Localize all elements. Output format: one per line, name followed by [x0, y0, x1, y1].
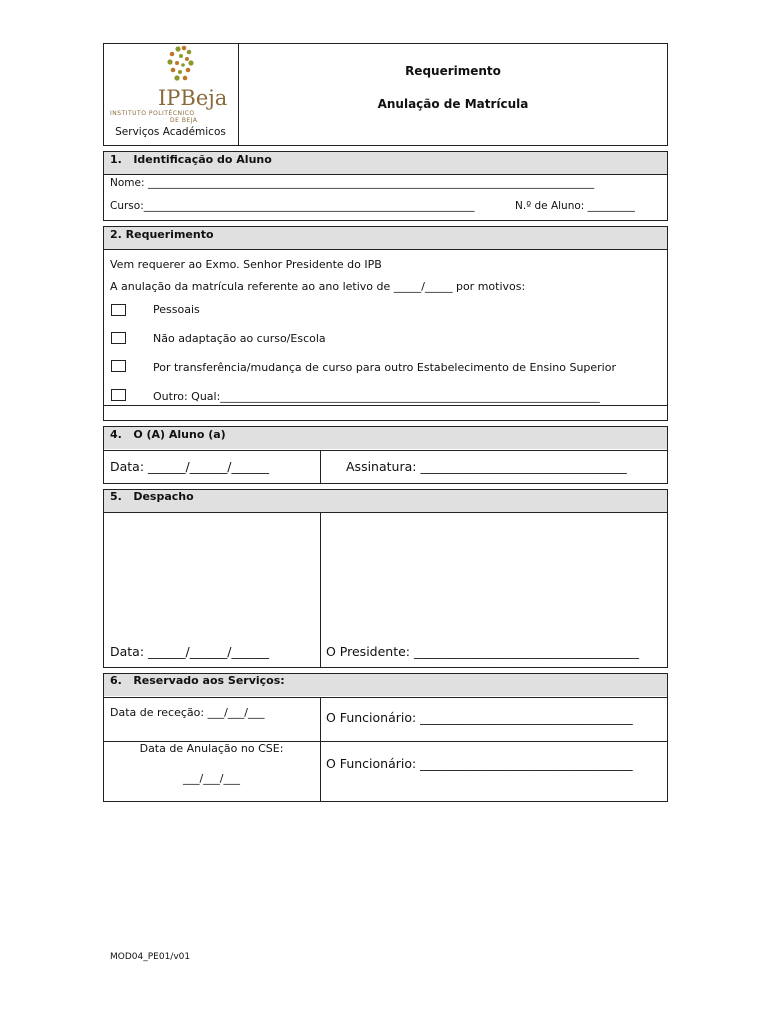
aluno-data-field[interactable]: Data: ______/______/______ — [110, 459, 269, 474]
curso-field[interactable]: Curso:_______________________________________________________________ — [110, 200, 475, 212]
section6-column-divider — [320, 697, 321, 802]
checkbox-outro[interactable] — [111, 389, 126, 401]
document-subtitle: Anulação de Matrícula — [377, 97, 529, 111]
logo-dots-icon — [158, 45, 218, 85]
logo-subtitle-2: DE BEJA — [170, 117, 198, 124]
funcionario2-field[interactable]: O Funcionário: __________________________________ — [326, 756, 633, 771]
presidente-field[interactable]: O Presidente: ____________________________________ — [326, 644, 639, 659]
logo-text: IPBeja — [158, 86, 228, 110]
data-anulacao-label: Data de Anulação no CSE: — [139, 742, 284, 755]
checkbox-nao-adaptacao[interactable] — [111, 332, 126, 344]
department-label: Serviços Académicos — [115, 126, 226, 138]
nome-field[interactable]: Nome: _____________________________________________________________________________________ — [110, 177, 595, 189]
section1-heading: 1. Identificação do Aluno — [110, 153, 272, 166]
numero-aluno-field[interactable]: N.º de Aluno: _________ — [515, 200, 635, 212]
section6-header-divider — [103, 697, 668, 698]
section2-header-divider — [103, 249, 668, 250]
section2-bottom-divider — [103, 405, 668, 406]
option-pessoais-label: Pessoais — [153, 303, 200, 316]
requerimento-line1: Vem requerer ao Exmo. Senhor Presidente do IPB — [110, 258, 382, 271]
section2-heading: 2. Requerimento — [110, 228, 214, 241]
section4-column-divider — [320, 450, 321, 484]
logo-subtitle-1: INSTITUTO POLITÉCNICO — [110, 110, 195, 117]
header-divider — [238, 43, 239, 146]
section4-header-divider — [103, 450, 668, 451]
option-transferencia-label: Por transferência/mudança de curso para outro Estabelecimento de Ensino Superior — [153, 361, 616, 374]
section5-heading: 5. Despacho — [110, 490, 194, 503]
data-rececao-field[interactable]: Data de receção: ___/___/___ — [110, 706, 265, 719]
checkbox-pessoais[interactable] — [111, 304, 126, 316]
data-anulacao-field[interactable]: ___/___/___ — [183, 772, 240, 785]
section5-header-divider — [103, 512, 668, 513]
requerimento-line2: A anulação da matrícula referente ao ano letivo de _____/_____ por motivos: — [110, 280, 526, 293]
section6-heading: 6. Reservado aos Serviços: — [110, 674, 285, 687]
document-title: Requerimento — [405, 64, 501, 78]
section4-heading: 4. O (A) Aluno (a) — [110, 428, 226, 441]
ipbeja-logo — [108, 45, 236, 123]
funcionario1-field[interactable]: O Funcionário: __________________________________ — [326, 710, 633, 725]
section5-column-divider — [320, 512, 321, 668]
form-code: MOD04_PE01/v01 — [110, 952, 191, 962]
section5-box — [103, 489, 668, 668]
option-outro-field[interactable]: Outro: Qual:_____________________________________________________________________ — [153, 390, 600, 403]
checkbox-transferencia[interactable] — [111, 360, 126, 372]
option-nao-adaptacao-label: Não adaptação ao curso/Escola — [153, 332, 326, 345]
despacho-data-field[interactable]: Data: ______/______/______ — [110, 644, 269, 659]
aluno-assinatura-field[interactable]: Assinatura: _________________________________ — [346, 459, 627, 474]
section1-header-divider — [103, 174, 668, 175]
